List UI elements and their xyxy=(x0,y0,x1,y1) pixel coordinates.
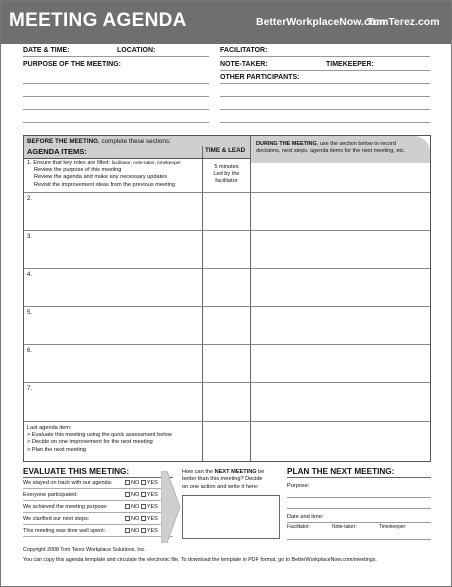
time-lead-header: TIME & LEAD xyxy=(205,147,246,154)
yes-checkbox[interactable] xyxy=(141,492,146,497)
location-label: LOCATION: xyxy=(117,47,156,54)
last-item-1: Evaluate this meeting using the quick assessment below xyxy=(31,432,172,439)
next-meeting-action-box[interactable] xyxy=(182,495,280,539)
last-item-3: Plan the next meeting xyxy=(31,446,86,453)
no-checkbox[interactable] xyxy=(125,516,130,521)
agenda-item-number: 5. xyxy=(27,310,33,316)
participants-line-4 xyxy=(220,122,430,123)
bullet-icon: > xyxy=(27,446,31,453)
before-meeting-instructions xyxy=(27,138,171,145)
yes-checkbox[interactable] xyxy=(141,528,146,533)
yes-checkbox[interactable] xyxy=(141,516,146,521)
next-better-text-1a: How can the xyxy=(182,469,215,475)
item1-lead-1: Led by the xyxy=(213,171,240,178)
next-better-text-3: on one action and write it here: xyxy=(182,483,259,490)
evaluate-options xyxy=(125,478,158,488)
purpose-line-3 xyxy=(23,109,209,110)
note-taker-line xyxy=(220,70,430,71)
row-separator xyxy=(24,306,430,307)
no-label: NO xyxy=(131,516,140,522)
last-item-title: Last agenda item: xyxy=(27,425,72,431)
row-separator xyxy=(24,421,430,422)
during-meeting-rest-1: , use the section below to record xyxy=(316,141,396,147)
timekeeper-label: TIMEKEEPER: xyxy=(326,61,374,68)
row-separator xyxy=(24,344,430,345)
last-agenda-item xyxy=(27,425,172,454)
no-label: NO xyxy=(131,492,140,498)
agenda-item-number: 3. xyxy=(27,234,33,240)
next-meeting-better-prompt xyxy=(182,469,264,491)
time-lead-divider xyxy=(202,146,203,462)
plan-timekeeper-label: Timekeeper: xyxy=(379,524,407,530)
evaluate-row xyxy=(23,490,173,501)
plan-note-taker-label: Note-taker: xyxy=(332,524,357,530)
yes-label: YES xyxy=(146,504,158,510)
agenda-item-number: 6. xyxy=(27,348,33,354)
item1-roles: facilitator, note-taker, timekeeper xyxy=(111,161,181,166)
facilitator-line xyxy=(220,56,430,57)
evaluate-row-label: This meeting was time well spent: xyxy=(23,528,106,534)
item1-lead-2: facilitator xyxy=(215,178,238,185)
no-checkbox[interactable] xyxy=(125,528,130,533)
purpose-line-2 xyxy=(23,96,209,97)
next-better-text-1c: be xyxy=(256,469,265,475)
agenda-item-number: 4. xyxy=(27,272,33,278)
agenda-item-number: 2. xyxy=(27,196,33,202)
yes-label: YES xyxy=(146,516,158,522)
item1-time-lead xyxy=(203,164,250,186)
plan-facilitator-label: Facilitator: xyxy=(287,524,311,530)
row-separator xyxy=(24,268,430,269)
header-bottom-line xyxy=(23,158,251,159)
plan-purpose-label: Purpose: xyxy=(287,483,310,489)
evaluate-title: EVALUATE THIS MEETING: xyxy=(23,467,130,476)
evaluate-options xyxy=(125,490,158,500)
yes-checkbox[interactable] xyxy=(141,480,146,485)
evaluate-row xyxy=(23,502,173,513)
row-separator xyxy=(24,192,430,193)
during-meeting-rest-2: decisions, next steps, agenda items for the next meeting, etc. xyxy=(256,148,406,154)
evaluate-row-label: We achieved the meeting purpose: xyxy=(23,504,108,510)
note-taker-label: NOTE-TAKER: xyxy=(220,61,268,68)
plan-purpose-line-2 xyxy=(287,508,431,509)
purpose-line-1 xyxy=(23,83,209,84)
other-participants-label: OTHER PARTICIPANTS: xyxy=(220,74,300,81)
purpose-label: PURPOSE OF THE MEETING: xyxy=(23,61,122,68)
no-checkbox[interactable] xyxy=(125,480,130,485)
copyright-notice: Copyright 2008 Tom Terez Workplace Solutions, Inc. xyxy=(23,547,146,553)
participants-line-3 xyxy=(220,109,430,110)
item1-line3: Review the agenda and make any necessary updates xyxy=(34,174,168,181)
evaluate-options xyxy=(125,526,158,536)
during-divider xyxy=(250,136,251,462)
page-title: MEETING AGENDA xyxy=(9,10,187,31)
plan-next-meeting-title: PLAN THE NEXT MEETING: xyxy=(287,467,395,476)
date-location-line xyxy=(23,56,209,57)
no-label: NO xyxy=(131,480,140,486)
website-link-betterworkplacenow[interactable]: BetterWorkplaceNow.com xyxy=(256,16,386,28)
evaluate-row xyxy=(23,478,173,489)
yes-label: YES xyxy=(146,480,158,486)
next-better-bold: NEXT MEETING xyxy=(214,469,257,475)
right-arrow-icon xyxy=(161,471,181,543)
agenda-items-header: AGENDA ITEMS: xyxy=(27,147,87,156)
no-label: NO xyxy=(131,504,140,510)
during-meeting-bold: DURING THE MEETING xyxy=(256,141,317,147)
bullet-icon: > xyxy=(27,432,31,439)
purpose-line-4 xyxy=(23,122,209,123)
plan-date-line xyxy=(287,522,431,523)
template-notice: You can copy this agenda template and circulate the electronic file. To download the template in PDF format, go to BetterWorkplaceNow.com/meetings. xyxy=(23,557,377,563)
next-better-text-2: better than this meeting? Decide xyxy=(182,476,263,483)
plan-purpose-line-1 xyxy=(287,497,431,498)
no-checkbox[interactable] xyxy=(125,504,130,509)
agenda-item-number: 7. xyxy=(27,386,33,392)
agenda-item-1 xyxy=(27,160,181,189)
no-checkbox[interactable] xyxy=(125,492,130,497)
last-item-2: Decide on one improvement for the next meeting xyxy=(31,439,153,446)
evaluate-row-label: We stayed on track with our agenda: xyxy=(23,480,113,486)
evaluate-row xyxy=(23,526,173,537)
plan-roles-line xyxy=(287,539,431,540)
no-label: NO xyxy=(131,528,140,534)
participants-line-1 xyxy=(220,83,430,84)
evaluate-options xyxy=(125,502,158,512)
website-link-tomterez[interactable]: TomTerez.com xyxy=(367,16,440,28)
item1-line1: 1. Ensure that key roles are filled: xyxy=(27,160,111,166)
evaluate-options xyxy=(125,514,158,524)
evaluate-row xyxy=(23,514,173,525)
during-meeting-instructions xyxy=(256,141,405,155)
facilitator-label: FACILITATOR: xyxy=(220,47,268,54)
yes-checkbox[interactable] xyxy=(141,504,146,509)
evaluate-row-label: We clarified our next steps: xyxy=(23,516,90,522)
yes-label: YES xyxy=(146,492,158,498)
item1-line2: Review the purpose of this meeting xyxy=(34,167,122,174)
plan-top-line xyxy=(287,477,431,478)
row-separator xyxy=(24,230,430,231)
participants-line-2 xyxy=(220,96,430,97)
evaluate-row-label: Everyone participated: xyxy=(23,492,78,498)
plan-date-time-label: Date and time: xyxy=(287,514,324,520)
before-meeting-rest: , complete these sections: xyxy=(98,138,171,145)
row-separator xyxy=(24,382,430,383)
item1-time: 5 minutes xyxy=(214,164,239,170)
bullet-icon: > xyxy=(27,439,31,446)
item1-line4: Revisit the improvement ideas from the previous meeting xyxy=(34,181,176,188)
date-time-label: DATE & TIME: xyxy=(23,47,70,54)
before-meeting-bold: BEFORE THE MEETING xyxy=(27,138,99,145)
yes-label: YES xyxy=(146,528,158,534)
